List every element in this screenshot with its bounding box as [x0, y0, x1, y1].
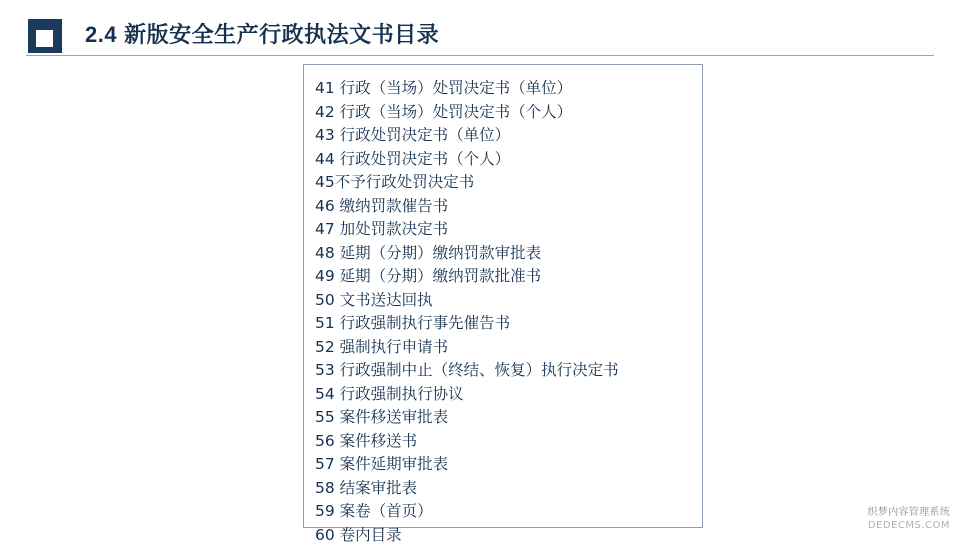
- list-item: 51 行政强制执行事先催告书: [315, 312, 702, 336]
- list-item: 41 行政（当场）处罚决定书（单位）: [315, 77, 702, 101]
- list-item: 50 文书送达回执: [315, 289, 702, 313]
- list-item: 55 案件移送审批表: [315, 406, 702, 430]
- header-divider: [26, 55, 934, 56]
- list-item: 42 行政（当场）处罚决定书（个人）: [315, 101, 702, 125]
- list-item: 54 行政强制执行协议: [315, 383, 702, 407]
- list-item: 53 行政强制中止（终结、恢复）执行决定书: [315, 359, 702, 383]
- slide-header: [0, 0, 960, 58]
- square-logo-icon: [28, 19, 62, 53]
- logo-inner-square: [36, 30, 53, 47]
- list-item: 45不予行政处罚决定书: [315, 171, 702, 195]
- document-list: [304, 65, 702, 547]
- list-item: 43 行政处罚决定书（单位）: [315, 124, 702, 148]
- document-list-box: [303, 64, 703, 528]
- watermark: [868, 507, 950, 532]
- list-item: 57 案件延期审批表: [315, 453, 702, 477]
- list-item: 46 缴纳罚款催告书: [315, 195, 702, 219]
- list-item: 56 案件移送书: [315, 430, 702, 454]
- list-item: 47 加处罚款决定书: [315, 218, 702, 242]
- section-title: 新版安全生产行政执法文书目录: [124, 22, 439, 47]
- list-item: 49 延期（分期）缴纳罚款批准书: [315, 265, 702, 289]
- section-number: 2.4: [85, 22, 117, 47]
- list-item: 52 强制执行申请书: [315, 336, 702, 360]
- list-item: 58 结案审批表: [315, 477, 702, 501]
- list-item: 60 卷内目录: [315, 524, 702, 547]
- list-item: 48 延期（分期）缴纳罚款审批表: [315, 242, 702, 266]
- list-item: 59 案卷（首页）: [315, 500, 702, 524]
- list-item: 44 行政处罚决定书（个人）: [315, 148, 702, 172]
- watermark-cn: 织梦内容管理系统: [868, 507, 950, 520]
- watermark-en: DEDECMS.COM: [868, 520, 950, 533]
- page-title: [85, 18, 439, 49]
